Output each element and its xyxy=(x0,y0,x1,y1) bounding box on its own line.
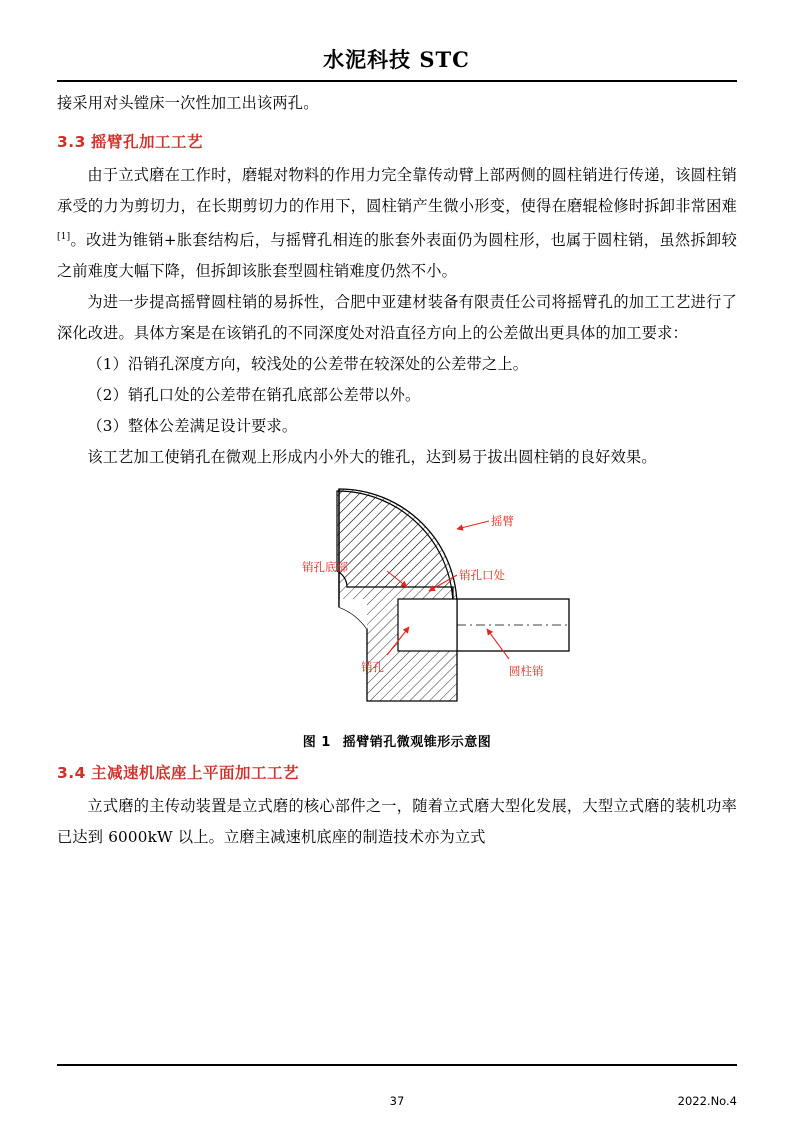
header-divider xyxy=(57,80,737,82)
label-pin-hole-mouth: 销孔口处 xyxy=(459,568,505,583)
paragraph-1 xyxy=(57,160,737,287)
paragraph-3: 该工艺加工使销孔在微观上形成内小外大的锥孔，达到易于拔出圆柱销的良好效果。 xyxy=(87,448,657,467)
page-header xyxy=(0,44,793,74)
list-item-2: （2）销孔口处的公差带在销孔底部公差带以外。 xyxy=(87,386,421,405)
figure-caption-text: 摇臂销孔微观锥形示意图 xyxy=(342,735,492,751)
figure-1-drawing xyxy=(57,479,737,727)
paragraph-2: 为进一步提高摇臂圆柱销的易拆性，合肥中亚建材装备有限责任公司将摇臂孔的加工工艺进行了深化改进。具体方案是在该销孔的不同深度处对沿直径方向上的公差做出更具体的加工要求： xyxy=(57,293,737,343)
list-item-3: （3）整体公差满足设计要求。 xyxy=(87,417,298,436)
section-heading-3-3 xyxy=(57,128,737,156)
section-number: 3.4 xyxy=(57,764,86,783)
figure-1 xyxy=(57,479,737,729)
section-number: 3.3 xyxy=(57,133,86,151)
journal-title: 水泥科技 STC xyxy=(323,47,470,72)
section-heading-3-4 xyxy=(57,759,737,787)
paragraph-4: 立式磨的主传动装置是立式磨的核心部件之一，随着立式磨大型化发展，大型立式磨的装机功率已达到 6000kW 以上。立磨主减速机底座的制造技术亦为立式 xyxy=(57,797,737,847)
cylindrical-pin xyxy=(457,599,569,651)
pin-hole-slot xyxy=(398,599,457,651)
label-pin-hole-bottom: 销孔底部 xyxy=(302,560,348,575)
figure-1-caption xyxy=(57,731,737,750)
citation-marker: [1] xyxy=(57,232,71,242)
page-number: 37 xyxy=(389,1094,405,1108)
label-cylindrical-pin: 圆柱销 xyxy=(509,664,544,679)
paragraph-1-continued: 。改进为锥销+胀套结构后，与摇臂孔相连的胀套外表面仍为圆柱形，也属于圆柱销，虽然拆卸较之前难度大幅下降，但拆卸该胀套型圆柱销难度仍然不小。 xyxy=(57,231,737,281)
section-title: 摇臂孔加工工艺 xyxy=(91,133,204,151)
rocker-arm-profile xyxy=(339,489,457,701)
figure-caption-number: 图 1 xyxy=(302,735,331,751)
list-item-1: （1）沿销孔深度方向，较浅处的公差带在较深处的公差带之上。 xyxy=(87,355,529,374)
label-pin-hole: 销孔 xyxy=(361,660,384,675)
continued-paragraph: 接采用对头镗床一次性加工出该两孔。 xyxy=(57,94,319,112)
footer-divider xyxy=(57,1064,737,1066)
paragraph-1-text: 由于立式磨在工作时，磨辊对物料的作用力完全靠传动臂上部两侧的圆柱销进行传递，该圆柱销承受的力为剪切力，在长期剪切力的作用下，圆柱销产生微小形变，使得在磨辊检修时拆卸非常困难 xyxy=(57,166,737,215)
page-body xyxy=(57,88,737,853)
section-title: 主减速机底座上平面加工工艺 xyxy=(91,764,300,783)
issue-label: 2022.No.4 xyxy=(677,1094,737,1108)
label-rocker-arm: 摇臂 xyxy=(491,514,514,529)
